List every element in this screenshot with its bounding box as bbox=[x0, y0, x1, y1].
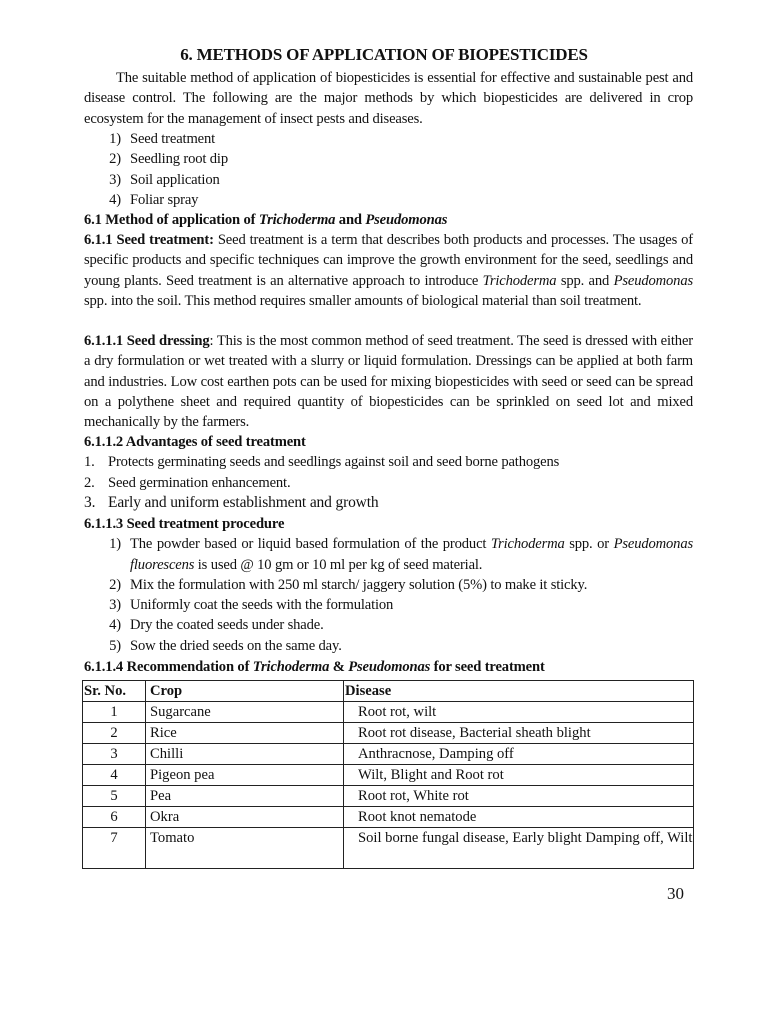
procedure-section bbox=[84, 514, 693, 656]
list-item bbox=[84, 170, 693, 190]
cell-crop: Pea bbox=[146, 786, 344, 807]
table-row bbox=[83, 786, 694, 807]
cell-crop: Okra bbox=[146, 807, 344, 828]
table-row bbox=[83, 702, 694, 723]
list-number: 5) bbox=[109, 637, 121, 654]
header-disease: Disease bbox=[344, 681, 694, 702]
list-italic: Trichoderma bbox=[490, 536, 565, 553]
list-item bbox=[84, 636, 693, 656]
list-text: Foliar spray bbox=[130, 191, 199, 208]
paragraph-text: spp. into the soil. This method requires smaller amounts of biological material than soil treatment. bbox=[84, 292, 642, 309]
heading-text: and bbox=[335, 212, 366, 228]
list-item bbox=[84, 149, 693, 169]
list-number: 2) bbox=[109, 151, 121, 168]
page-title: 6. METHODS OF APPLICATION OF BIOPESTICIDES bbox=[180, 45, 588, 64]
seed-treatment-paragraph bbox=[84, 230, 693, 311]
list-number: 3. bbox=[84, 493, 96, 511]
seed-dressing-paragraph bbox=[84, 331, 693, 432]
section-heading-6-1-1-4 bbox=[84, 657, 693, 677]
list-italic: Pseudomonas fluorescens bbox=[130, 536, 693, 573]
list-item bbox=[84, 534, 693, 575]
table-row bbox=[83, 828, 694, 869]
list-item bbox=[84, 595, 693, 615]
table-row bbox=[83, 765, 694, 786]
table-row bbox=[83, 807, 694, 828]
cell-crop: Pigeon pea bbox=[146, 765, 344, 786]
table-row bbox=[83, 744, 694, 765]
list-number: 4) bbox=[109, 617, 121, 634]
list-number: 3) bbox=[109, 171, 121, 188]
cell-crop: Tomato bbox=[146, 828, 344, 869]
methods-list bbox=[84, 129, 693, 210]
cell-sr-no: 4 bbox=[83, 765, 146, 786]
cell-sr-no: 6 bbox=[83, 807, 146, 828]
cell-sr-no: 1 bbox=[83, 702, 146, 723]
heading-italic: Pseudomonas bbox=[348, 659, 431, 675]
list-number: 4) bbox=[109, 191, 121, 208]
cell-disease: Root knot nematode bbox=[344, 807, 694, 828]
cell-disease: Soil borne fungal disease, Early blight Damping off, Wilt bbox=[344, 828, 694, 869]
list-item bbox=[84, 575, 693, 595]
cell-sr-no: 7 bbox=[83, 828, 146, 869]
header-crop: Crop bbox=[146, 681, 344, 702]
cell-disease: Anthracnose, Damping off bbox=[344, 744, 694, 765]
cell-disease: Root rot, White rot bbox=[344, 786, 694, 807]
list-text: is used @ 10 gm or 10 ml per kg of seed material. bbox=[194, 556, 483, 573]
list-item bbox=[84, 615, 693, 635]
list-text: Sow the dried seeds on the same day. bbox=[130, 637, 342, 654]
list-number: 3) bbox=[109, 597, 121, 614]
paragraph-heading: 6.1.1.1 Seed dressing bbox=[84, 333, 210, 349]
advantages-section bbox=[84, 432, 693, 513]
list-text: Early and uniform establishment and growth bbox=[108, 493, 379, 511]
cell-sr-no: 3 bbox=[83, 744, 146, 765]
header-sr-no: Sr. No. bbox=[83, 681, 146, 702]
heading-italic: Trichoderma bbox=[252, 659, 330, 675]
cell-sr-no: 5 bbox=[83, 786, 146, 807]
recommendation-table bbox=[82, 680, 694, 869]
list-text: Seedling root dip bbox=[130, 151, 228, 168]
list-number: 1) bbox=[109, 536, 121, 553]
cell-crop: Rice bbox=[146, 723, 344, 744]
table-row bbox=[83, 723, 694, 744]
paragraph-text: Seed treatment is a term that describes both products and processes. The usages of specific products and specific techniques can improve the growth environment for the seed, seedlings and young plants. Seed treatment is an alternative approach to introduce bbox=[84, 232, 693, 289]
list-number: 1) bbox=[109, 131, 121, 147]
list-text: Mix the formulation with 250 ml starch/ jaggery solution (5%) to make it sticky. bbox=[130, 576, 588, 593]
cell-disease: Root rot, wilt bbox=[344, 702, 694, 723]
page-number: 30 bbox=[667, 884, 684, 903]
list-text: Seed treatment bbox=[130, 131, 216, 147]
list-text: Dry the coated seeds under shade. bbox=[130, 617, 324, 634]
cell-sr-no: 2 bbox=[83, 723, 146, 744]
cell-crop: Sugarcane bbox=[146, 702, 344, 723]
list-text: spp. or bbox=[564, 536, 614, 553]
cell-disease: Root rot disease, Bacterial sheath blight bbox=[344, 723, 694, 744]
list-item bbox=[84, 452, 693, 472]
paragraph-italic: Pseudomonas bbox=[613, 272, 693, 289]
list-number: 2) bbox=[109, 576, 121, 593]
list-text: Protects germinating seeds and seedlings against soil and seed borne pathogens bbox=[108, 454, 560, 471]
list-item bbox=[84, 190, 693, 210]
paragraph-text: : This is the most common method of seed treatment. The seed is dressed with either a dry formulation or wet treated with a slurry or liquid formulation. Dressings can be applied at both farm and industries. Low cost earthen pots can be used for mixing biopesticides with seed or seed can be spread on a polythene sheet and required quantity of biopesticides can be sprinkled on seed lot and mixed mechanically by the farmers. bbox=[84, 333, 693, 431]
list-number: 1. bbox=[84, 454, 95, 471]
cell-crop: Chilli bbox=[146, 744, 344, 765]
list-number: 2. bbox=[84, 474, 95, 491]
heading-italic: Trichoderma bbox=[258, 212, 336, 228]
section-heading-6-1-1-3: 6.1.1.3 Seed treatment procedure bbox=[84, 516, 285, 532]
heading-italic: Pseudomonas bbox=[365, 212, 448, 228]
list-text: Seed germination enhancement. bbox=[108, 474, 291, 491]
list-text: Soil application bbox=[130, 171, 220, 188]
heading-text: & bbox=[329, 659, 349, 675]
list-item bbox=[84, 493, 693, 513]
heading-text: 6.1 Method of application of bbox=[84, 212, 259, 228]
list-text: The powder based or liquid based formulation of the product bbox=[130, 536, 491, 553]
table-header-row bbox=[83, 681, 694, 702]
list-item bbox=[84, 129, 693, 149]
paragraph-text: spp. and bbox=[556, 272, 614, 289]
cell-disease: Wilt, Blight and Root rot bbox=[344, 765, 694, 786]
list-text: Uniformly coat the seeds with the formulation bbox=[130, 597, 394, 614]
list-item bbox=[84, 473, 693, 493]
paragraph-heading: 6.1.1 Seed treatment: bbox=[84, 232, 214, 248]
heading-text: 6.1.1.4 Recommendation of bbox=[84, 659, 253, 675]
intro-paragraph: The suitable method of application of biopesticides is essential for effective and sustainable pest and disease control. The following are the major methods by which biopesticides are delivered in crop ecosystem for the management of insect pests and diseases. bbox=[84, 70, 693, 127]
section-heading-6-1 bbox=[84, 210, 693, 230]
section-heading-6-1-1-2: 6.1.1.2 Advantages of seed treatment bbox=[84, 434, 306, 450]
heading-text: for seed treatment bbox=[430, 659, 545, 675]
paragraph-italic: Trichoderma bbox=[482, 272, 557, 289]
